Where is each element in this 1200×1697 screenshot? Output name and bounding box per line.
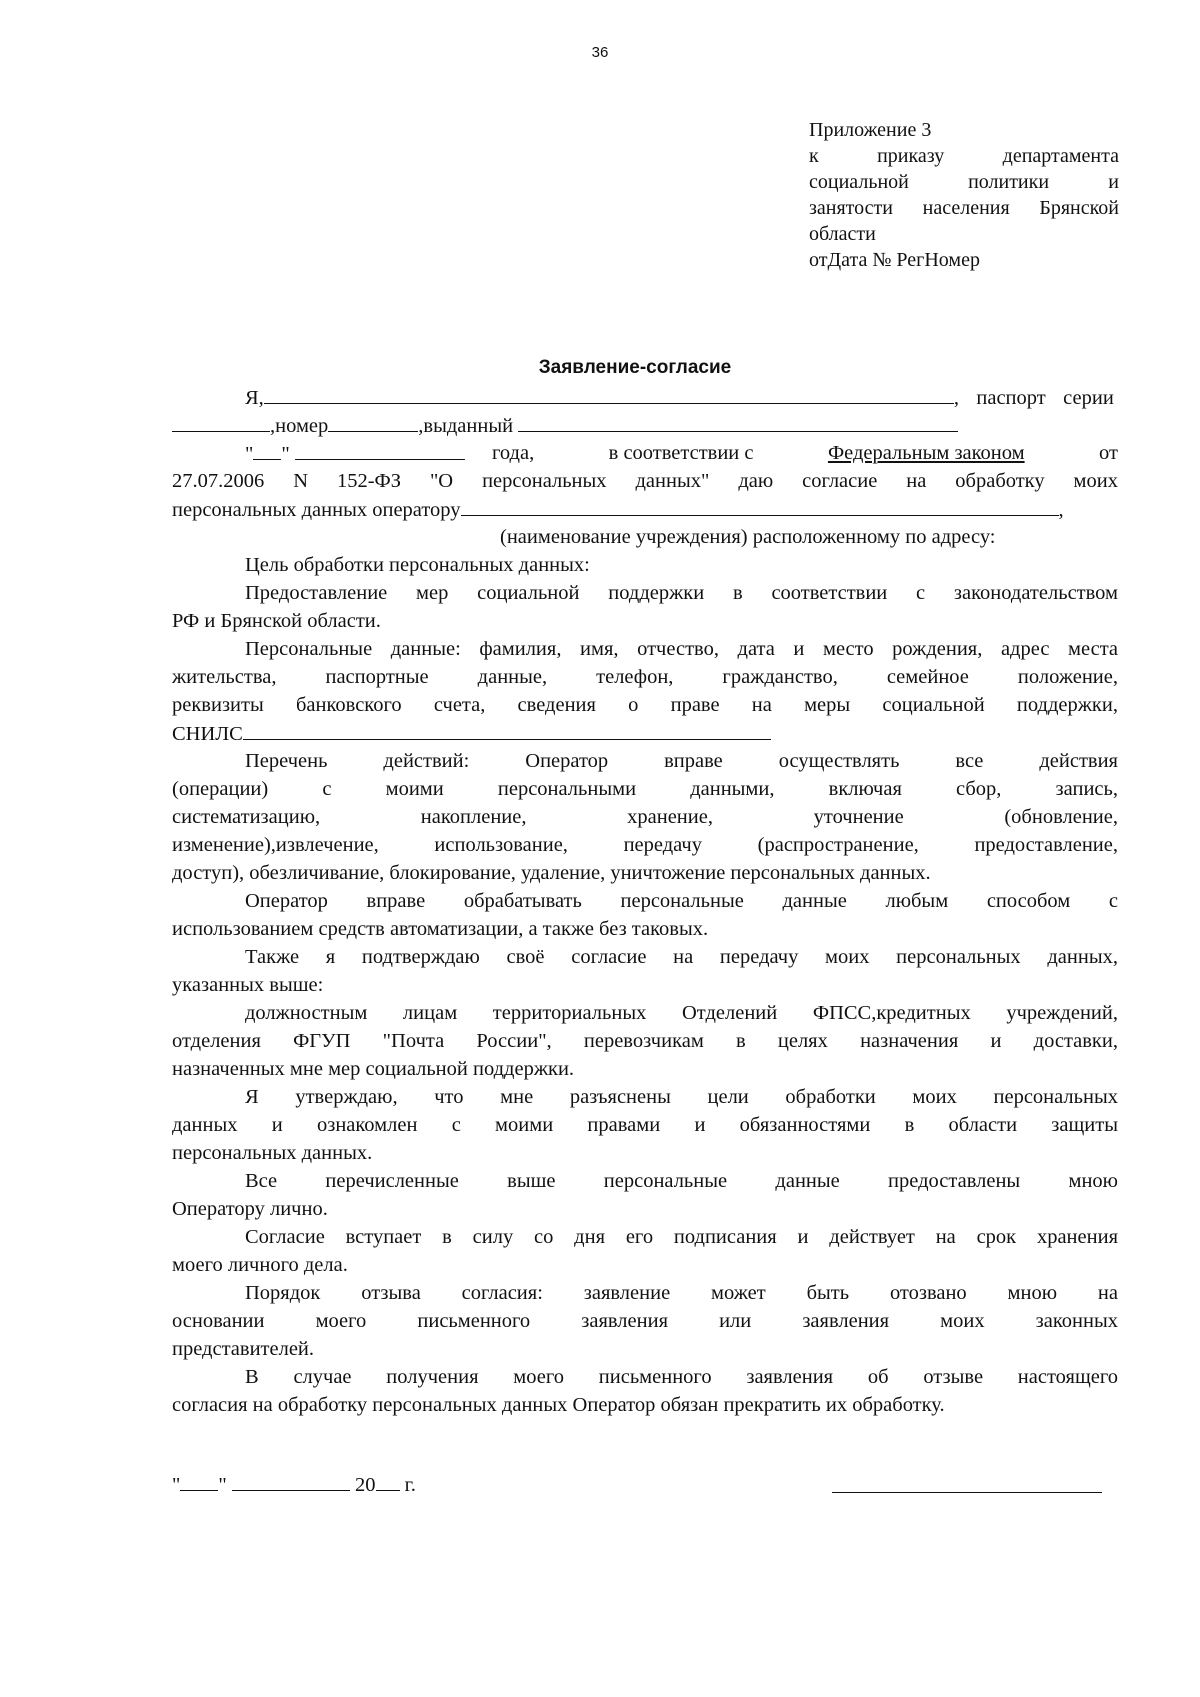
paragraph-line: назначенных мне мер социальной поддержки.	[172, 1058, 575, 1080]
institution-hint: (наименование учреждения) расположенному по адресу:	[500, 526, 996, 548]
paragraph-line: Все перечисленные выше персональные данные предоставлены мною	[245, 1170, 1118, 1192]
issue-month-field[interactable]	[295, 439, 465, 460]
year-suffix: г.	[404, 1474, 416, 1496]
paragraph-line: должностным лицам территориальных Отделений ФПСС,кредитных учреждений,	[245, 1002, 1118, 1024]
quote-open: "	[245, 443, 254, 465]
appendix-line: к приказу департамента	[809, 145, 1119, 167]
paragraph-line: Перечень действий: Оператор вправе осуществлять все действия	[245, 750, 1118, 772]
federal-law-link[interactable]: Федеральным законом	[827, 442, 1025, 464]
snils-field[interactable]	[243, 719, 771, 740]
form-line-name	[172, 383, 1118, 411]
operator-label: персональных данных оператору	[172, 499, 461, 521]
document-title: Заявление-согласие	[538, 357, 732, 378]
paragraph-line: изменение),извлечение, использование, передачу (распространение, предоставление,	[172, 834, 1118, 856]
paragraph-line: систематизацию, накопление, хранение, уточнение (обновление,	[172, 806, 1118, 828]
full-name-field[interactable]	[264, 383, 954, 404]
appendix-line: занятости населения Брянской	[809, 197, 1119, 219]
number-label: ,номер	[270, 415, 329, 437]
paragraph-line: использованием средств автоматизации, а также без таковых.	[172, 918, 709, 940]
paragraph-line: Оператору лично.	[172, 1198, 328, 1220]
snils-line	[172, 719, 1118, 747]
year-word: года,	[492, 442, 535, 464]
paragraph-line: персональных данных.	[172, 1142, 373, 1164]
ya-label: Я,	[245, 387, 264, 409]
passport-number-field[interactable]	[328, 411, 418, 432]
issue-day-field[interactable]	[253, 439, 281, 460]
paragraph-line: Согласие вступает в силу со дня его подписания и действует на срок хранения	[245, 1226, 1118, 1248]
paragraph-line: реквизиты банковского счета, сведения о праве на меры социальной поддержки,	[172, 694, 1118, 716]
appendix-line: отДата № РегНомер	[809, 249, 980, 271]
paragraph-line: Порядок отзыва согласия: заявление может быть отозвано мною на	[245, 1282, 1118, 1304]
purpose-title: Цель обработки персональных данных:	[245, 554, 590, 576]
quote-open: "	[172, 1474, 181, 1496]
law-line: 27.07.2006 N 152-ФЗ "О персональных данных" даю согласие на обработку моих	[172, 470, 1118, 492]
document-body	[172, 383, 1118, 1419]
appendix-line: социальной политики и	[809, 171, 1119, 193]
appendix-header	[809, 117, 1119, 273]
institution-field[interactable]	[461, 495, 1059, 516]
paragraph-line: РФ и Брянской области.	[172, 610, 381, 632]
signature-row	[172, 1470, 1118, 1500]
quote-close: "	[281, 443, 290, 465]
paragraph-line: отделения ФГУП "Почта России", перевозчикам в целях назначения и доставки,	[172, 1030, 1118, 1052]
appendix-line: области	[809, 223, 876, 245]
paragraph-line: Предоставление мер социальной поддержки в соответствии с законодательством	[245, 582, 1118, 604]
comma: ,	[1058, 499, 1064, 521]
paragraph-line: согласия на обработку персональных данных Оператор обязан прекратить их обработку.	[172, 1394, 945, 1416]
page-number: 36	[591, 44, 609, 61]
paragraph-line: представителей.	[172, 1338, 315, 1360]
form-line-date-law	[172, 439, 1118, 467]
paragraph-line: моего личного дела.	[172, 1254, 348, 1276]
appendix-line: Приложение 3	[809, 119, 932, 141]
paragraph-line: Я утверждаю, что мне разъяснены цели обработки моих персональных	[245, 1086, 1118, 1108]
sign-day-field[interactable]	[180, 1470, 218, 1491]
snils-label: СНИЛС	[172, 723, 243, 745]
paragraph-line: Также я подтверждаю своё согласие на передачу моих персональных данных,	[245, 946, 1118, 968]
paragraph-line: Оператор вправе обрабатывать персональные данные любым способом с	[245, 890, 1118, 912]
sign-month-field[interactable]	[232, 1470, 350, 1491]
form-line-passport	[172, 411, 1118, 439]
quote-close: "	[218, 1474, 227, 1496]
passport-series-label: , паспорт серии	[953, 387, 1114, 409]
issued-by-field[interactable]	[518, 411, 958, 432]
signature-date	[172, 1470, 416, 1497]
paragraph-line: жительства, паспортные данные, телефон, гражданство, семейное положение,	[172, 666, 1118, 688]
passport-series-field[interactable]	[172, 411, 270, 432]
paragraph-line: В случае получения моего письменного заявления об отзыве настоящего	[245, 1366, 1118, 1388]
year-prefix: 20	[355, 1474, 376, 1496]
sign-year-field[interactable]	[376, 1470, 400, 1491]
signature-field[interactable]	[832, 1492, 1102, 1493]
in-accordance-text: в соответствии с	[608, 442, 754, 464]
paragraph-line: основании моего письменного заявления или заявления моих законных	[172, 1310, 1118, 1332]
paragraph-line: доступ), обезличивание, блокирование, удаление, уничтожение персональных данных.	[172, 862, 931, 884]
form-line-operator	[172, 495, 1118, 523]
issued-label: ,выданный	[418, 415, 514, 437]
paragraph-line: Персональные данные: фамилия, имя, отчество, дата и место рождения, адрес места	[245, 638, 1118, 660]
paragraph-line: (операции) с моими персональными данными, включая сбор, запись,	[172, 778, 1118, 800]
paragraph-line: данных и ознакомлен с моими правами и обязанностями в области защиты	[172, 1114, 1118, 1136]
paragraph-line: указанных выше:	[172, 974, 324, 996]
ot-text: от	[1099, 442, 1118, 464]
